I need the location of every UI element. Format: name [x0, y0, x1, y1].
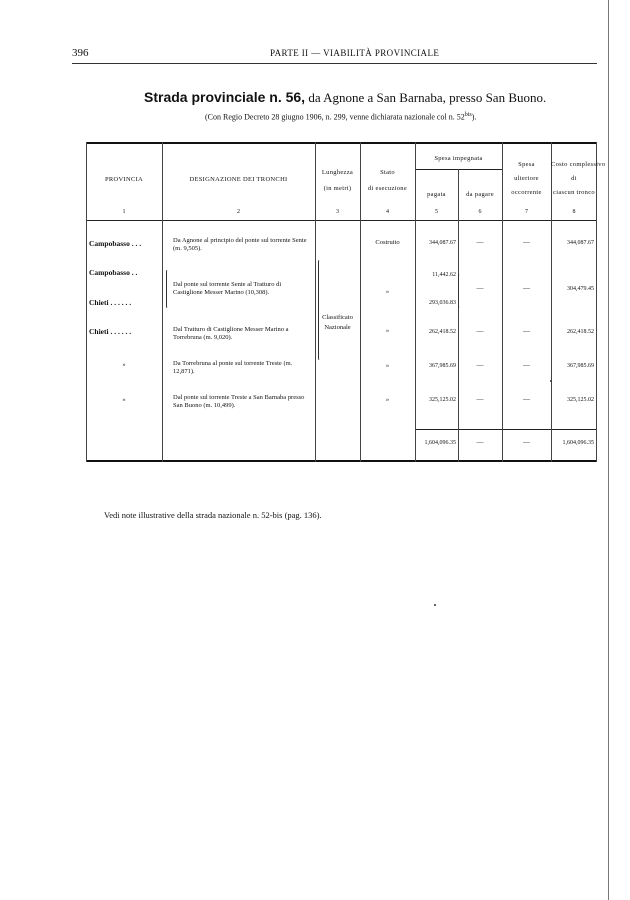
decree-close: ).	[471, 112, 477, 122]
col-number-7: 7	[525, 209, 528, 215]
row1-pagata: 344,087.67	[429, 240, 456, 246]
header-costo-2: di	[571, 175, 577, 182]
decree-sup: bis	[464, 112, 472, 118]
row1-stato: Costruito	[375, 239, 400, 246]
header-costo-1: Costo complessivo	[551, 161, 606, 168]
row4-costo: 367,985.69	[567, 363, 594, 369]
row1-provincia: Campobasso . . .	[89, 239, 142, 248]
expense-table	[86, 142, 606, 462]
decree-text: (Con Regio Decreto 28 giugno 1906, n. 299, venne dichiarata nazionale col n. 52	[205, 112, 465, 122]
row3-ulteriore: —	[523, 327, 530, 335]
header-spesa-3: occorrente	[511, 189, 542, 196]
row3-pagata: 262,418.52	[429, 329, 456, 335]
row4-ulteriore: —	[523, 361, 530, 369]
row1-da-pagare: —	[476, 238, 484, 246]
col-rule-left	[86, 142, 87, 462]
header-provincia: PROVINCIA	[104, 176, 144, 183]
row2-brace	[166, 270, 169, 308]
lunghezza-note-2: Nazionale	[324, 324, 351, 331]
lunghezza-brace	[318, 260, 321, 360]
header-pagata: pagata	[427, 191, 446, 198]
page-edge	[608, 0, 609, 900]
row5-provincia: »	[122, 396, 126, 403]
title-road-number: Strada provinciale n. 56,	[144, 89, 306, 105]
totals-rule	[415, 429, 597, 430]
decree-subtitle	[205, 112, 476, 122]
running-header: PARTE II — VIABILITÀ PROVINCIALE	[270, 48, 440, 58]
page-number: 396	[72, 47, 89, 59]
row5-designazione: Dal ponte sul torrente Treste a San Barnaba presso San Buono (m. 10,499).	[173, 394, 305, 410]
header-stato-sub: di esecuzione	[367, 185, 408, 192]
row2-pagata-b: 293,036.83	[429, 300, 456, 306]
col-rule-1	[162, 142, 163, 462]
row2-ulteriore: —	[523, 284, 530, 292]
row5-stato: »	[385, 396, 390, 403]
row2-pagata-a: 11,442.62	[432, 272, 456, 278]
col-number-3: 3	[336, 209, 339, 215]
row4-stato: »	[385, 362, 390, 369]
row5-da-pagare: —	[476, 395, 484, 403]
header-spesa-impegnata: Spesa impegnata	[434, 155, 483, 162]
row2-provincia-a: Campobasso . .	[89, 268, 138, 277]
header-lunghezza: Lunghezza	[321, 169, 354, 176]
row3-provincia: Chieti . . . . . .	[89, 327, 132, 336]
total-costo: 1,604,096.35	[562, 440, 594, 446]
row3-stato: »	[385, 327, 390, 334]
header-da-pagare: da pagare	[466, 191, 494, 198]
row4-designazione: Da Torrebruna al ponte sul torrente Treste (m. 12,871).	[173, 360, 293, 376]
row1-ulteriore: —	[523, 238, 530, 246]
row3-designazione: Dal Tratturo di Castiglione Messer Marino a Torrebruna (m. 9,020).	[173, 326, 289, 342]
row2-stato: »	[385, 288, 390, 295]
header-spesa-2: ulteriore	[514, 175, 539, 182]
col-number-6: 6	[478, 209, 482, 215]
row5-ulteriore: —	[523, 395, 530, 403]
col-number-2: 2	[237, 209, 240, 215]
row2-da-pagare: —	[476, 284, 484, 292]
row1-costo: 344,087.67	[567, 240, 594, 246]
total-pagata: 1,604,096.35	[424, 440, 456, 446]
row5-pagata: 325,125.02	[429, 397, 456, 403]
row2-costo: 304,479.45	[567, 286, 594, 292]
col-number-5: 5	[435, 209, 438, 215]
lunghezza-note-1: Classificato	[322, 314, 353, 321]
row4-pagata: 367,985.69	[429, 363, 456, 369]
header-stato: Stato	[380, 169, 395, 176]
scan-speck	[550, 380, 552, 382]
col-number-4: 4	[386, 209, 389, 215]
header-lunghezza-unit: (in metri)	[323, 185, 352, 192]
row3-da-pagare: —	[476, 327, 484, 335]
row3-costo: 262,418.52	[567, 329, 594, 335]
row5-costo: 325,125.02	[567, 397, 594, 403]
col-number-8: 8	[572, 209, 576, 215]
scan-speck	[434, 604, 436, 606]
header-costo-3: ciascun tronco	[553, 189, 595, 196]
title-route: da Agnone a San Barnaba, presso San Buono.	[305, 90, 547, 105]
header-rule	[72, 63, 597, 64]
header-spesa-1: Spesa	[518, 161, 535, 168]
row4-da-pagare: —	[476, 361, 484, 369]
total-ulteriore: —	[523, 438, 530, 446]
total-da-pagare: —	[476, 438, 484, 446]
header-designazione: DESIGNAZIONE DEI TRONCHI	[189, 176, 288, 183]
row2-provincia-b: Chieti . . . . . .	[89, 298, 132, 307]
page-title	[144, 89, 546, 106]
col-number-1: 1	[122, 209, 126, 215]
illustrative-note: Vedi note illustrative della strada nazionale n. 52-bis (pag. 136).	[104, 510, 322, 520]
row1-designazione: Da Agnone al principio del ponte sul torrente Sente (m. 9,505).	[173, 237, 307, 253]
row4-provincia: »	[122, 361, 126, 368]
row2-designazione: Dal ponte sul torrente Sente al Tratturo di Castiglione Messer Marino (10,308).	[173, 281, 282, 297]
